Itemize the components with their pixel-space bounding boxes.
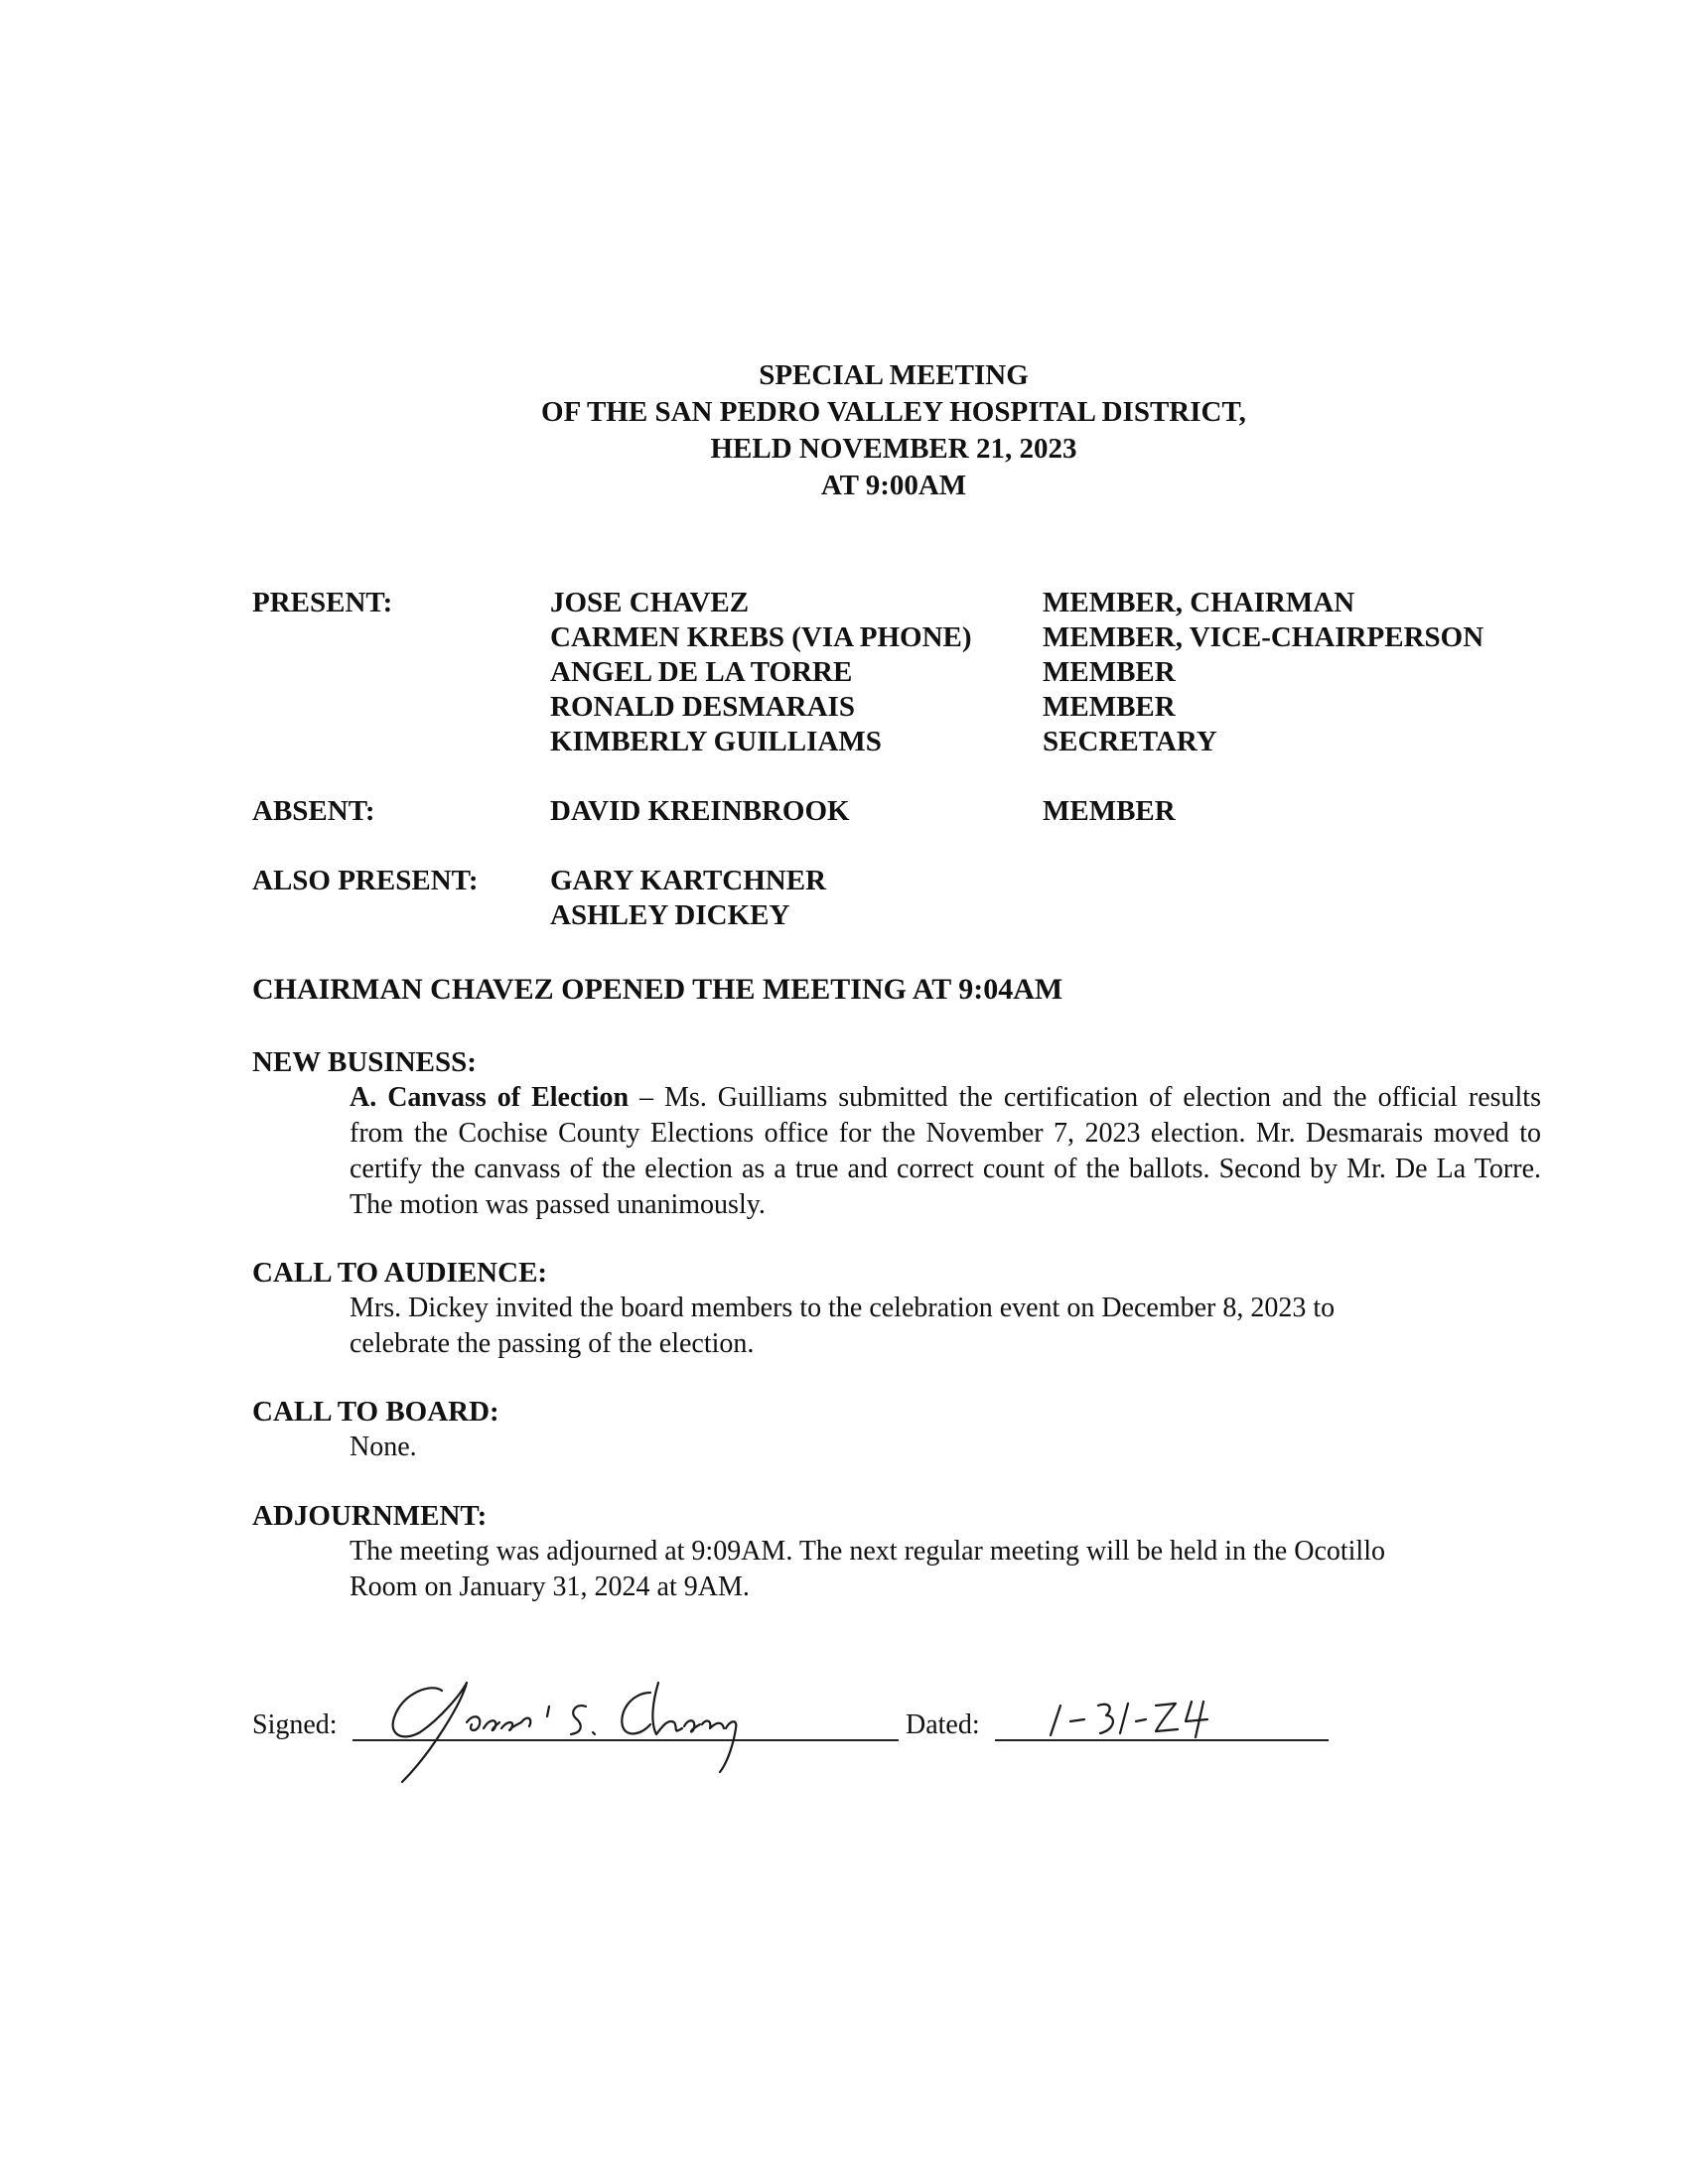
new-business-heading: NEW BUSINESS: xyxy=(252,1046,477,1078)
present-role: SECRETARY xyxy=(1043,726,1217,757)
present-name: KIMBERLY GUILLIAMS xyxy=(550,726,882,757)
call-to-audience-line: Mrs. Dickey invited the board members to the celebration event on December 8, 2023 to xyxy=(350,1293,1336,1323)
also-present-name: ASHLEY DICKEY xyxy=(550,899,790,931)
call-to-audience-line: celebrate the passing of the election. xyxy=(350,1328,755,1359)
adjournment-line: Room on January 31, 2024 at 9AM. xyxy=(350,1571,750,1602)
call-to-audience-heading: CALL TO AUDIENCE: xyxy=(252,1257,548,1289)
call-to-board-text: None. xyxy=(350,1432,417,1462)
handwritten-date xyxy=(1033,1688,1261,1747)
canvass-item-text: – Ms. Guilliams submitted the certification of election and the official results from the Cochise County Elections office for the November 7, 2023 election. Mr. Desmarais moved to certify the canvass of the election as a true and correct count of the ballots. Second by Mr. De La Torre. The motion was passed unanimously. xyxy=(350,1082,1541,1220)
title-line-3: HELD NOVEMBER 21, 2023 xyxy=(710,433,1077,465)
call-to-audience-text xyxy=(350,1291,1541,1362)
title-line-2: OF THE SAN PEDRO VALLEY HOSPITAL DISTRICT, xyxy=(541,396,1246,428)
meeting-opened-statement: CHAIRMAN CHAVEZ OPENED THE MEETING AT 9:04AM xyxy=(252,973,1063,1006)
also-present-name: GARY KARTCHNER xyxy=(550,865,827,896)
present-name: RONALD DESMARAIS xyxy=(550,691,855,723)
absent-role: MEMBER xyxy=(1043,795,1176,827)
title-line-1: SPECIAL MEETING xyxy=(759,359,1029,391)
present-name: ANGEL DE LA TORRE xyxy=(550,656,853,688)
canvass-item-title: A. Canvass of Election xyxy=(350,1082,630,1113)
present-name: JOSE CHAVEZ xyxy=(550,587,750,618)
call-to-board-heading: CALL TO BOARD: xyxy=(252,1396,499,1428)
adjournment-text xyxy=(350,1534,1541,1605)
also-present-label: ALSO PRESENT: xyxy=(252,865,479,896)
document-title xyxy=(0,357,1692,504)
dated-label: Dated: xyxy=(906,1709,980,1740)
present-role: MEMBER, VICE-CHAIRPERSON xyxy=(1043,621,1484,653)
absent-name: DAVID KREINBROOK xyxy=(550,795,850,827)
title-line-4: AT 9:00AM xyxy=(820,470,967,501)
signed-label: Signed: xyxy=(252,1709,338,1740)
present-label: PRESENT: xyxy=(252,587,393,618)
absent-label: ABSENT: xyxy=(252,795,375,827)
adjournment-line: The meeting was adjourned at 9:09AM. The next regular meeting will be held in the Ocotillo xyxy=(350,1536,1385,1567)
new-business-item xyxy=(350,1080,1541,1223)
adjournment-heading: ADJOURNMENT: xyxy=(252,1500,488,1532)
present-role: MEMBER xyxy=(1043,656,1176,688)
present-role: MEMBER xyxy=(1043,691,1176,723)
handwritten-signature xyxy=(372,1663,770,1792)
present-role: MEMBER, CHAIRMAN xyxy=(1043,587,1355,618)
present-name: CARMEN KREBS (VIA PHONE) xyxy=(550,621,972,653)
